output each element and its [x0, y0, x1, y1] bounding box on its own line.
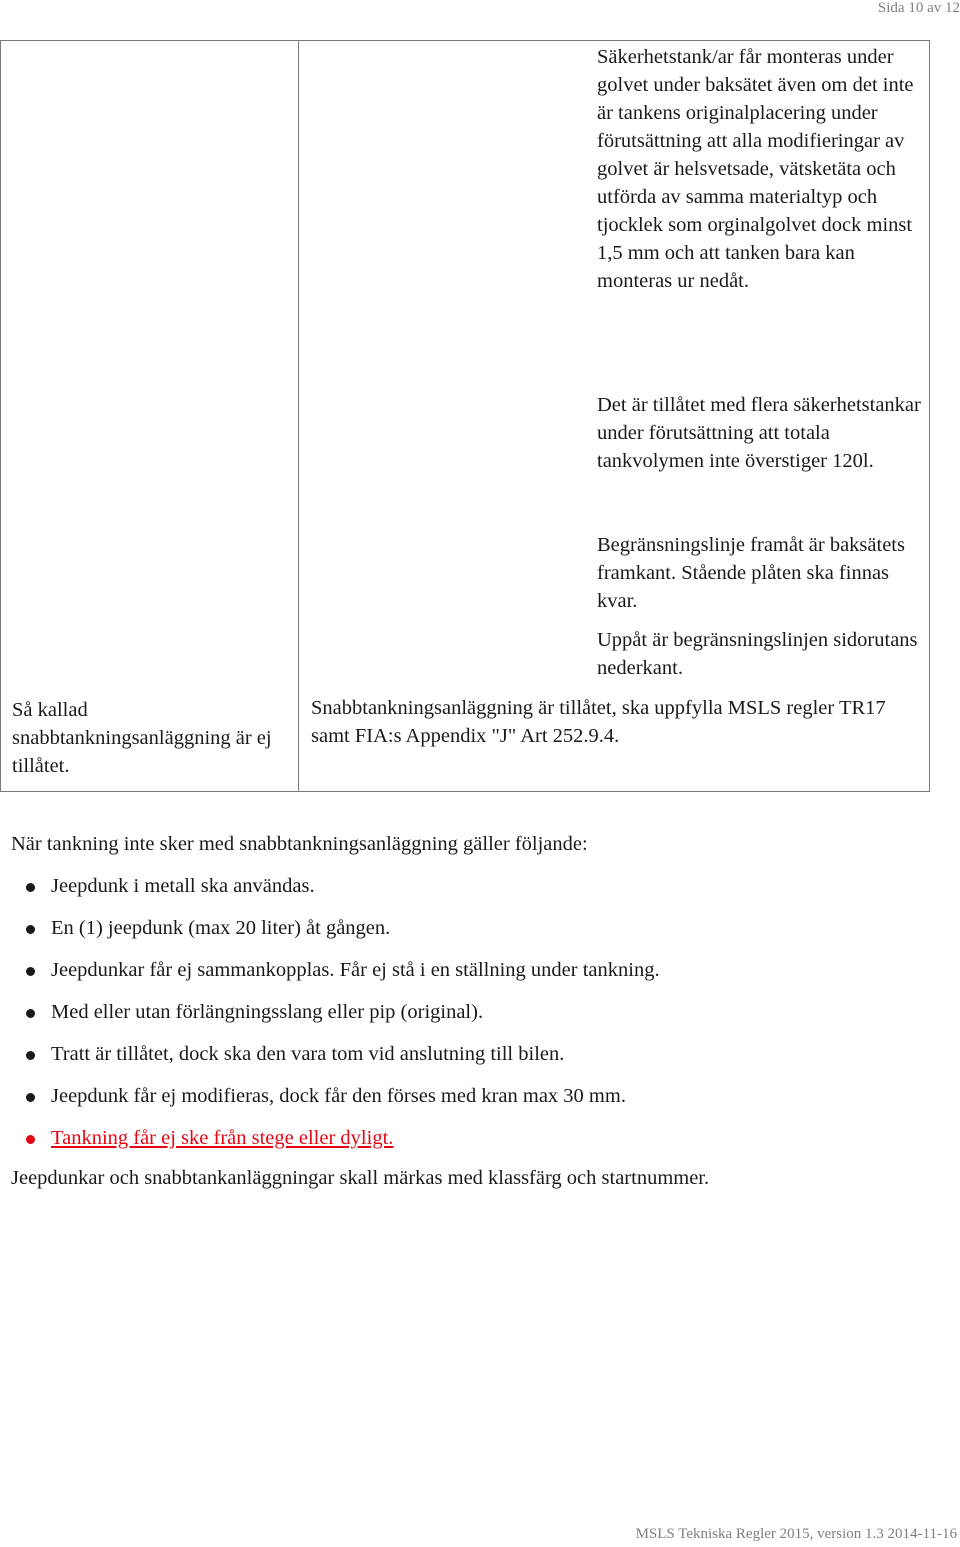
list-item — [0, 872, 660, 914]
sub-paragraph-multiple-tanks — [597, 391, 927, 475]
footer-text: MSLS Tekniska Regler 2015, version 1.3 2014-11-16 — [635, 1526, 957, 1542]
rules-table — [0, 40, 930, 792]
page-total: 12 — [945, 0, 960, 16]
bullet-icon — [26, 967, 35, 976]
list-item-text: Med eller utan förlängningsslang eller pip (original). — [51, 1001, 484, 1023]
page-separator: av — [927, 0, 942, 16]
page-current: 10 — [908, 0, 924, 16]
sub-paragraph-underfloor — [597, 43, 927, 295]
list-item — [0, 998, 660, 1040]
list-item-text: Tratt är tillåtet, dock ska den vara tom vid anslutning till bilen. — [51, 1043, 565, 1065]
sub-paragraph-forward-limit — [597, 531, 927, 615]
closing-paragraph: Jeepdunkar och snabbtankanläggningar skall märkas med klassfärg och startnummer. — [11, 1167, 710, 1189]
sub-paragraph-text: Uppåt är begränsningslinjen sidorutans nederkant. — [597, 629, 918, 679]
sub-paragraph-text: Begränsningslinje framåt är baksätets framkant. Stående plåten ska finnas kvar. — [597, 534, 905, 612]
table-cell-left — [1, 41, 299, 792]
bullet-icon — [26, 1135, 35, 1144]
list-item — [0, 914, 660, 956]
sub-paragraph-text: Det är tillåtet med flera säkerhetstankar under förutsättning att totala tankvolymen inte överstiger 120l. — [597, 394, 921, 472]
bullet-icon — [26, 1051, 35, 1060]
conditions-intro: När tankning inte sker med snabbtankningsanläggning gäller följande: — [11, 833, 588, 855]
left-cell-text: Så kallad snabbtankningsanläggning är ej tillåtet. — [12, 699, 272, 777]
list-item-text: Jeepdunk får ej modifieras, dock får den förses med kran max 30 mm. — [51, 1085, 626, 1107]
list-item-text: En (1) jeepdunk (max 20 liter) åt gången. — [51, 917, 391, 939]
table-row — [1, 41, 930, 792]
list-item — [0, 1082, 660, 1124]
list-item — [0, 1040, 660, 1082]
page-prefix: Sida — [877, 0, 905, 16]
list-item-text: Tankning får ej ske från stege eller dyligt. — [51, 1127, 394, 1149]
list-item-warning — [0, 1124, 660, 1166]
list-item-text: Jeepdunkar får ej sammankopplas. Får ej stå i en ställning under tankning. — [51, 959, 660, 981]
table-cell-right — [299, 41, 930, 792]
bullet-icon — [26, 1093, 35, 1102]
bullet-icon — [26, 883, 35, 892]
cell-right-inner — [299, 41, 929, 791]
bullet-icon — [26, 925, 35, 934]
sub-paragraph-text: Säkerhetstank/ar får monteras under golvet under baksätet även om det inte är tankens originalplacering under förutsättning att alla modifieringar av golvet är helsvetsade, vätsketäta och utförda av samma materialtyp och tjocklek som orginalgolvet dock minst 1,5 mm och att tanken bara kan monteras ur nedåt. — [597, 46, 914, 292]
list-item-text: Jeepdunk i metall ska användas. — [51, 875, 315, 897]
conditions-list — [0, 872, 660, 1166]
right-cell-main-text: Snabbtankningsanläggning är tillåtet, ska uppfylla MSLS regler TR17 samt FIA:s Appendix "J" Art 252.9.4. — [311, 697, 886, 747]
page-number — [878, 0, 960, 17]
list-item — [0, 956, 660, 998]
bullet-icon — [26, 1009, 35, 1018]
sub-paragraph-upward-limit — [597, 626, 927, 682]
cell-left-inner — [1, 41, 298, 791]
